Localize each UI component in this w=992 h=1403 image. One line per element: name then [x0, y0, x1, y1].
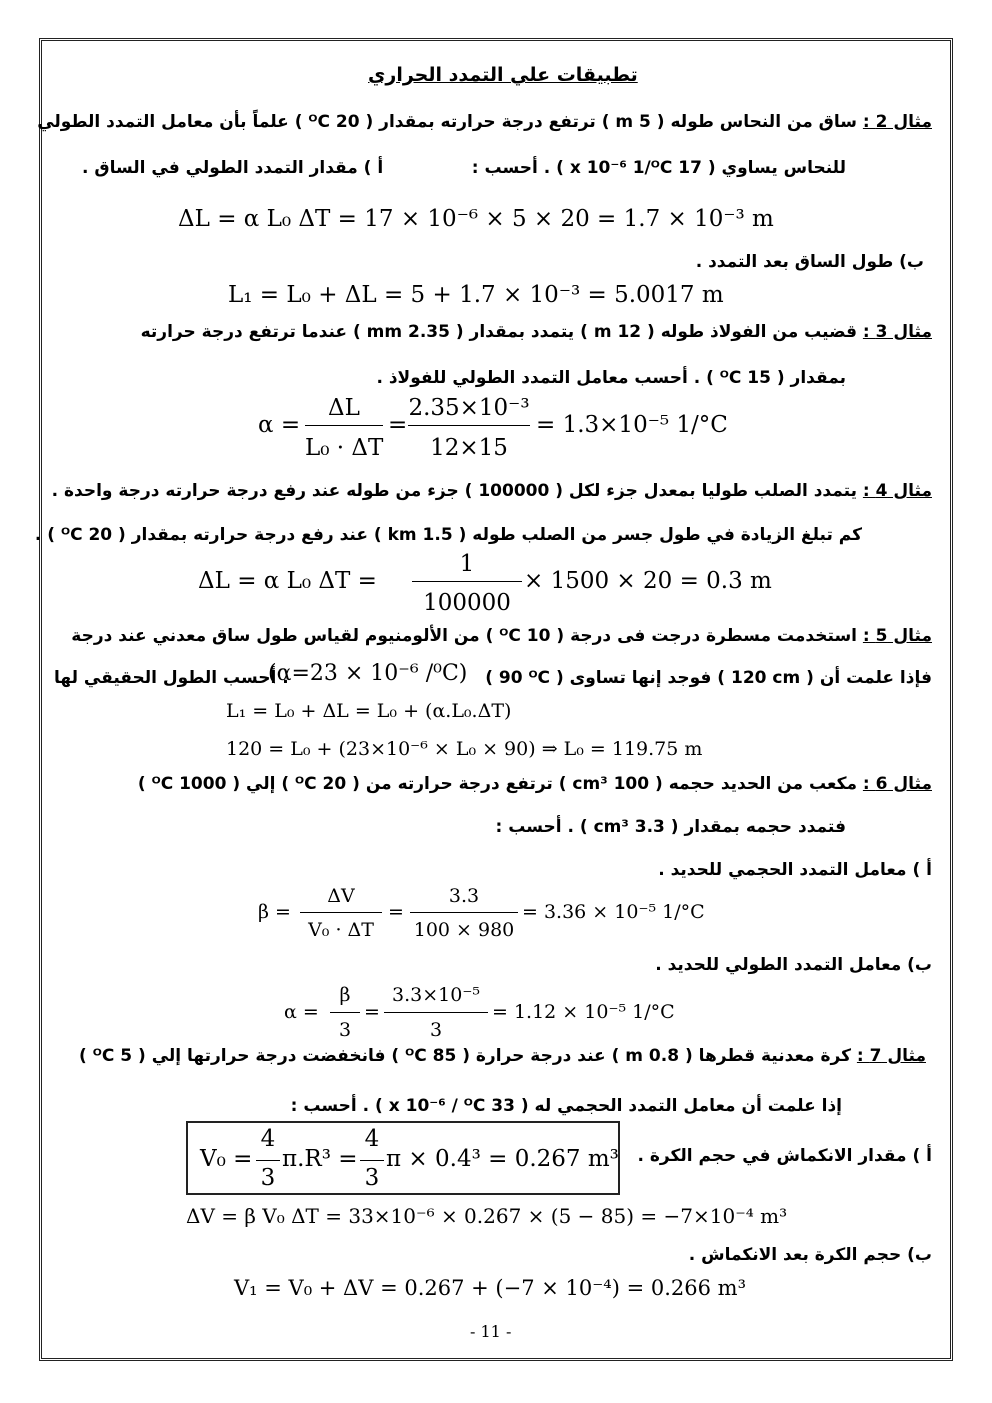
example-3-frac2-bar: [408, 425, 530, 426]
example-6-eqb-equals: =: [364, 1001, 380, 1023]
example-2-line-1: [37, 112, 932, 132]
page-title: تطبيقات علي التمدد الحراري: [368, 64, 638, 86]
example-7-part-b: ب) حجم الكرة بعد الانكماش .: [688, 1245, 932, 1265]
example-2-equation-2: L₁ = L₀ + ΔL = 5 + 1.7 × 10⁻³ = 5.0017 m: [228, 282, 724, 308]
example-4-frac-den: 100000: [423, 590, 511, 616]
example-6-eqa-frac2-den: 100 × 980: [413, 919, 515, 941]
example-6-eqb-frac1-bar: [330, 1012, 360, 1013]
example-2-part-a: أ ) مقدار التمدد الطولي في الساق .: [82, 158, 384, 178]
example-3-frac1-bar: [305, 425, 383, 426]
example-6-eqb-result: = 1.12 × 10⁻⁵ 1/°C: [492, 1001, 675, 1023]
example-7-final-volume: V₁ = V₀ + ΔV = 0.267 + (−7 × 10⁻⁴) = 0.266 m³: [234, 1276, 746, 1300]
example-4-line-2: كم تبلغ الزيادة في طول جسر من الصلب طوله ( 1.5 km ) عند رفع درجة حرارته بمقدار ( 20 ᴼC ) .: [34, 525, 862, 545]
example-6-label: مثال 6 :: [862, 774, 932, 794]
example-6-part-a: أ ) معامل التمدد الحجمي للحديد .: [658, 860, 932, 880]
example-7-line-1: [79, 1046, 926, 1066]
example-4-frac-bar: [412, 581, 522, 582]
example-7-label: مثال 7 :: [856, 1046, 926, 1066]
example-6-eqb-frac1-num: β: [339, 984, 351, 1006]
example-5-alpha: (α=23 × 10⁻⁶ /⁰C): [268, 661, 468, 686]
example-3-eq-lhs: α =: [258, 412, 301, 438]
example-7-text-1: كرة معدنية قطرها ( 0.8 m ) عند درجة حرارة ( 85 ᴼC ) فانخفضت درجة حرارتها إلي ( 5 ᴼC ): [79, 1046, 851, 1066]
example-3-line-2: بمقدار ( 15 ᴼC ) . أحسب معامل التمدد الطولي للفولاذ .: [376, 368, 846, 388]
example-5-equation-1: L₁ = L₀ + ΔL = L₀ + (α.L₀.ΔT): [226, 700, 512, 722]
example-7-delta-v: ΔV = β V₀ ΔT = 33×10⁻⁶ × 0.267 × (5 − 85) = −7×10⁻⁴ m³: [186, 1204, 788, 1228]
example-6-eqa-frac1-den: V₀ · ΔT: [308, 919, 374, 941]
example-4-frac-num: 1: [459, 551, 475, 577]
example-2-line-2: للنحاس يساوي ( 17 x 10⁻⁶ 1/ᴼC ) . أحسب :: [471, 158, 846, 178]
example-6-eqa-frac2-num: 3.3: [448, 885, 480, 907]
page-number: - 11 -: [470, 1322, 512, 1341]
example-3-result: = 1.3×10⁻⁵ 1/°C: [536, 412, 728, 438]
example-2-equation-1: ΔL = α L₀ ΔT = 17 × 10⁻⁶ × 5 × 20 = 1.7 × 10⁻³ m: [178, 206, 774, 232]
example-6-eqa-equals: =: [388, 901, 404, 923]
example-4-text-1: يتمدد الصلب طوليا بمعدل جزء لكل ( 100000 ) جزء من طوله عند رفع درجة حرارته درجة واحدة .: [51, 481, 857, 501]
example-6-eqa-result: = 3.36 × 10⁻⁵ 1/°C: [522, 901, 705, 923]
example-4-eq-lhs: ΔL = α L₀ ΔT =: [198, 568, 377, 594]
example-2-label: مثال 2 :: [862, 112, 932, 132]
example-2-part-b: ب) طول الساق بعد التمدد .: [695, 252, 924, 272]
example-6-eqa-frac1-bar: [300, 912, 382, 913]
example-7-part-a: أ ) مقدار الانكماش في حجم الكرة .: [637, 1146, 932, 1166]
example-6-eqa-frac2-bar: [410, 912, 518, 913]
example-6-eqb-frac2-bar: [384, 1012, 488, 1013]
example-3-line-1: [141, 322, 932, 342]
example-3-equals: =: [388, 412, 408, 438]
example-3-frac1-num: ΔL: [328, 395, 360, 421]
example-5-line-1: [71, 626, 932, 646]
example-5-line-2a: ( 90 ᴼC ) فوجد إنها تساوى ( 120 cm ) فإذا علمت أن: [485, 668, 932, 688]
example-5-equation-2: 120 = L₀ + (23×10⁻⁶ × L₀ × 90) ⇒ L₀ = 119.75 m: [226, 738, 703, 760]
example-3-frac2-den: 12×15: [430, 435, 508, 461]
example-3-frac2-num: 2.35×10⁻³: [408, 395, 530, 421]
example-7-box-lhs: V₀ =: [200, 1146, 253, 1172]
example-7-box-frac1-den: 3: [260, 1165, 276, 1191]
example-7-box-frac1-bar: [256, 1160, 280, 1161]
example-2-text-1: ساق من النحاس طوله ( 5 m ) ترتفع درجة حرارته بمقدار ( 20 ᴼC ) علماً بأن معامل التمدد الطولي: [37, 112, 857, 132]
example-6-eqb-frac2-den: 3: [429, 1019, 443, 1041]
example-6-part-b: ب) معامل التمدد الطولي للحديد .: [655, 955, 932, 975]
example-6-eqb-frac1-den: 3: [338, 1019, 352, 1041]
example-6-line-2: فتمدد حجمه بمقدار ( 3.3 cm³ ) . أحسب :: [495, 817, 846, 837]
example-4-eq-rest: × 1500 × 20 = 0.3 m: [524, 568, 772, 594]
example-3-label: مثال 3 :: [862, 322, 932, 342]
example-7-box-frac2-bar: [360, 1160, 384, 1161]
example-3-text-1: قضيب من الفولاذ طوله ( 12 m ) يتمدد بمقدار ( 2.35 mm ) عندما ترتفع درجة حرارته: [140, 322, 857, 342]
example-7-box-frac1-num: 4: [260, 1126, 276, 1152]
example-3-frac1-den: L₀ · ΔT: [305, 435, 384, 461]
example-7-line-2: إذا علمت أن معامل التمدد الحجمي له ( 33 x 10⁻⁶ / ᴼC ) . أحسب :: [290, 1096, 842, 1116]
example-7-box-mid: π.R³ =: [282, 1146, 358, 1172]
example-5-label: مثال 5 :: [862, 626, 932, 646]
example-4-line-1: [52, 481, 932, 501]
example-7-box-frac2-den: 3: [364, 1165, 380, 1191]
example-4-label: مثال 4 :: [862, 481, 932, 501]
example-7-box-rest: π × 0.4³ = 0.267 m³: [386, 1146, 619, 1172]
example-6-eqa-lhs: β =: [258, 901, 291, 923]
example-6-eqb-lhs: α =: [284, 1001, 319, 1023]
example-6-eqa-frac1-num: ΔV: [327, 885, 355, 907]
example-7-box-frac2-num: 4: [364, 1126, 380, 1152]
example-5-line-2b: . أحسب الطول الحقيقي لها: [54, 668, 289, 688]
example-5-text-1: استخدمت مسطرة درجت فى درجة ( 10 ᴼC ) من الألومنيوم لقياس طول ساق معدني عند درجة: [71, 626, 857, 646]
example-6-line-1: [138, 774, 932, 794]
example-6-text-1: مكعب من الحديد حجمه ( 100 cm³ ) ترتفع درجة حرارته من ( 20 ᴼC ) إلي ( 1000 ᴼC ): [137, 774, 857, 794]
example-6-eqb-frac2-num: 3.3×10⁻⁵: [392, 984, 480, 1006]
